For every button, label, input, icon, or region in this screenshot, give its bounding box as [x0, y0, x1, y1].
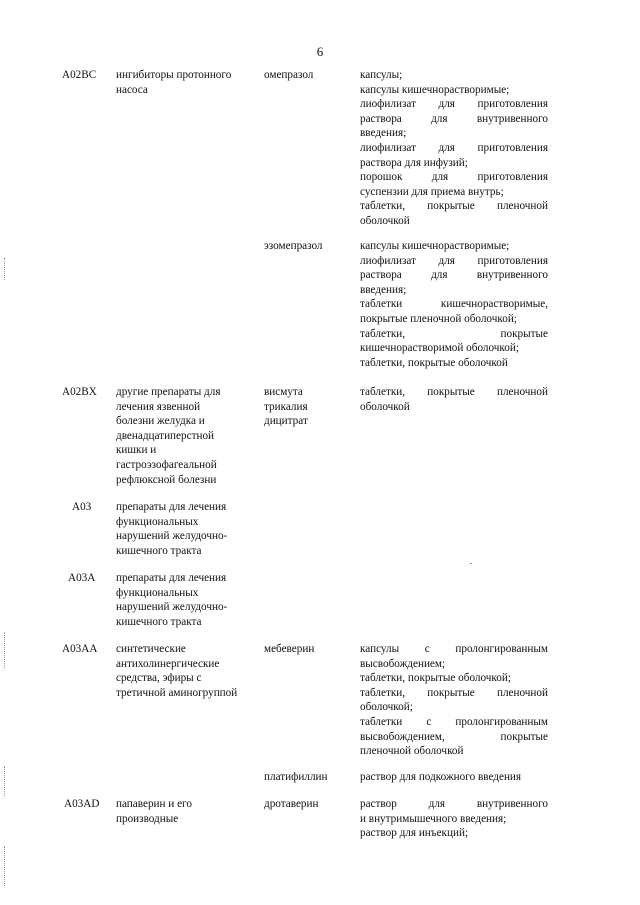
description-line: нарушений желудочно-	[116, 530, 228, 543]
drug-name-line: трикалия	[264, 400, 308, 413]
form-line: оболочкой	[360, 214, 410, 227]
form-line: таблетки, покрытые оболочкой;	[360, 672, 511, 685]
form-line: кишечнорастворимой оболочкой;	[360, 342, 519, 355]
form-line: таблетки с пролонгированным	[360, 715, 548, 728]
scan-margin-mark	[4, 846, 6, 886]
scan-margin-mark	[4, 258, 6, 280]
form-line: капсулы кишечнорастворимые;	[360, 240, 510, 252]
form-line: введения;	[360, 127, 407, 140]
form-line: капсулы;	[360, 69, 403, 81]
form-line: раствора для внутривенного	[360, 112, 548, 125]
scan-speck	[470, 563, 472, 564]
form-line: суспензии для приема внутрь;	[360, 185, 504, 198]
form-line: капсулы с пролонгированным	[360, 643, 548, 655]
drug-name-drotaverine	[264, 797, 356, 812]
atc-code-a02bx: A02BX	[62, 386, 97, 398]
form-line: оболочкой;	[360, 701, 413, 714]
form-line: раствор для внутривенного	[360, 798, 548, 810]
form-line: раствора для инфузий;	[360, 156, 468, 169]
scan-margin-mark	[4, 632, 6, 668]
atc-description-a03aa	[116, 642, 258, 700]
atc-code-a03a: A03A	[68, 572, 96, 584]
description-line: лечения язвенной	[116, 400, 201, 413]
form-line: раствор для инъекций;	[360, 827, 469, 840]
description-line: рефлюксной болезни	[116, 473, 217, 486]
page-number: 6	[316, 44, 324, 59]
drug-name-line: мебеверин	[264, 643, 315, 655]
form-line: раствора для внутривенного	[360, 269, 548, 282]
description-line: функциональных	[116, 515, 199, 528]
scan-margin-mark	[4, 766, 6, 796]
description-line: синтетические	[116, 643, 186, 655]
atc-code-a03: A03	[72, 501, 92, 513]
description-line: средства, эфиры с	[116, 672, 202, 685]
drug-name-line: висмута	[264, 386, 303, 398]
description-line: третичной аминогруппой	[116, 686, 238, 699]
description-line: другие препараты для	[116, 386, 221, 398]
description-line: папаверин и его	[116, 798, 192, 810]
drug-name-platyphylline	[264, 770, 356, 785]
description-line: препараты для лечения	[116, 572, 227, 584]
drug-name-omeprazole	[264, 68, 356, 83]
form-line: введения;	[360, 283, 407, 296]
form-line: порошок для приготовления	[360, 171, 548, 184]
atc-description-a03ad	[116, 797, 258, 826]
dosage-forms-bismuth	[360, 385, 548, 414]
description-line: насоса	[116, 83, 148, 96]
description-line: препараты для лечения	[116, 501, 227, 513]
description-line: функциональных	[116, 586, 199, 599]
dosage-forms-drotaverine	[360, 797, 548, 841]
atc-code-a02bc: A02BC	[62, 69, 97, 81]
form-line: высвобождением, покрытые	[360, 730, 548, 743]
drug-name-line: дицитрат	[264, 415, 308, 428]
description-line: гастроэзофагеальной	[116, 458, 217, 471]
description-line: кишки и	[116, 444, 157, 457]
form-line: покрытые пленочной оболочкой;	[360, 312, 517, 325]
dosage-forms-omeprazole	[360, 68, 548, 229]
form-line: таблетки, покрытые пленочной	[360, 686, 548, 699]
form-line: таблетки, покрытые пленочной	[360, 200, 548, 213]
form-line: лиофилизат для приготовления	[360, 254, 548, 267]
description-line: производные	[116, 812, 179, 825]
atc-code-a03ad: A03AD	[64, 798, 100, 810]
form-line: и внутримышечного введения;	[360, 812, 507, 825]
form-line: таблетки кишечнорастворимые,	[360, 298, 548, 311]
description-line: кишечного тракта	[116, 615, 202, 628]
form-line: лиофилизат для приготовления	[360, 141, 548, 154]
form-line: пленочной оболочкой	[360, 745, 464, 758]
drug-name-esomeprazole	[264, 239, 356, 254]
dosage-forms-mebeverine	[360, 642, 548, 759]
form-line: таблетки, покрытые пленочной	[360, 386, 548, 398]
drug-name-line: дротаверин	[264, 798, 319, 810]
description-line: кишечного тракта	[116, 544, 202, 557]
drug-name-line: платифиллин	[264, 771, 328, 783]
description-line: двенадцатиперстной	[116, 429, 215, 442]
atc-description-a03a	[116, 571, 258, 629]
form-line: раствор для подкожного введения	[360, 771, 522, 783]
drug-name-line: омепразол	[264, 69, 314, 81]
description-line: болезни желудка и	[116, 415, 205, 428]
drug-name-line: эзомепразол	[264, 240, 323, 252]
description-line: ингибиторы протонного	[116, 69, 232, 81]
form-line: таблетки, покрытые оболочкой	[360, 356, 508, 369]
atc-description-a03	[116, 500, 258, 558]
atc-code-a03aa: A03AA	[62, 643, 98, 655]
drug-name-bismuth	[264, 385, 356, 429]
form-line: лиофилизат для приготовления	[360, 98, 548, 111]
drug-name-mebeverine	[264, 642, 356, 657]
form-line: оболочкой	[360, 400, 410, 413]
description-line: антихолинергические	[116, 657, 220, 670]
dosage-forms-esomeprazole	[360, 239, 548, 370]
atc-description-a02bx	[116, 385, 258, 487]
form-line: высвобождением;	[360, 657, 446, 670]
form-line: таблетки, покрытые	[360, 327, 548, 340]
dosage-forms-platyphylline	[360, 770, 548, 785]
atc-description-a02bc	[116, 68, 258, 97]
description-line: нарушений желудочно-	[116, 601, 228, 614]
form-line: капсулы кишечнорастворимые;	[360, 83, 510, 96]
